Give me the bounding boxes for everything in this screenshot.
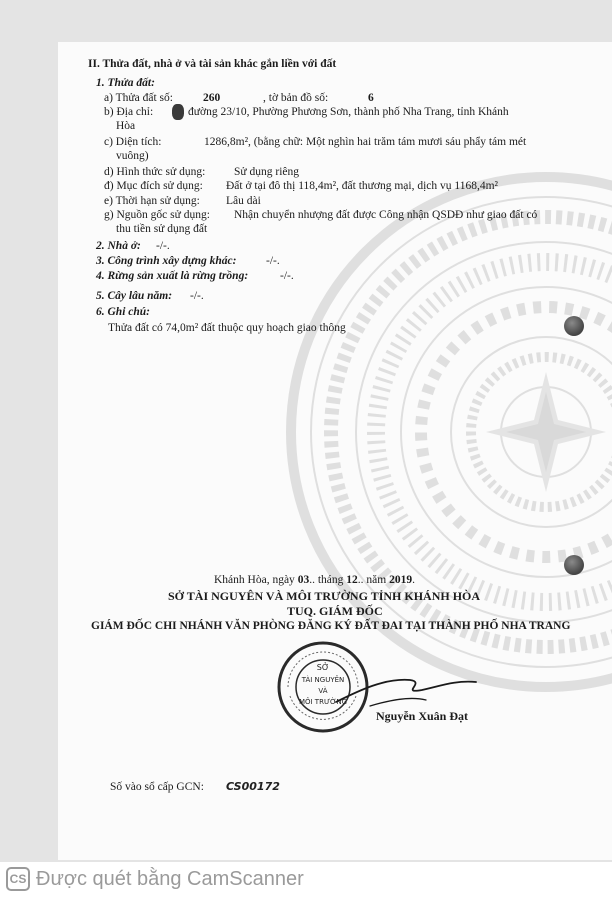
use-form-value: Sử dụng riêng xyxy=(234,166,300,178)
note-label: 6. Ghi chú: xyxy=(96,306,150,318)
camscanner-caption: Được quét bằng CamScanner xyxy=(36,868,304,890)
scanner-footer xyxy=(0,862,612,900)
forest-label: 4. Rừng sản xuất là rừng trồng: xyxy=(96,270,249,282)
punch-hole-bottom xyxy=(564,555,584,575)
registry-number: CS00172 xyxy=(226,780,280,793)
forest-value: -/-. xyxy=(280,270,294,282)
house-value: -/-. xyxy=(156,240,170,252)
construction-value: -/-. xyxy=(266,255,280,267)
address-line-1: đường 23/10, Phường Phương Sơn, thành phố Nha Trang, tỉnh Khánh xyxy=(188,106,509,118)
house-label: 2. Nhà ở: xyxy=(96,240,141,252)
note-text: Thửa đất có 74,0m² đất thuộc quy hoạch giao thông xyxy=(108,322,346,334)
address-line-2: Hòa xyxy=(116,120,136,132)
perennial-label: 5. Cây lâu năm: xyxy=(96,290,173,302)
area-line-2: vuông) xyxy=(116,150,149,162)
origin-line-2: thu tiền sử dụng đất xyxy=(116,223,208,235)
origin-label: g) Nguồn gốc sử dụng: xyxy=(104,209,210,221)
punch-hole-top xyxy=(564,316,584,336)
address-label: b) Địa chỉ: xyxy=(104,106,154,118)
map-number: 6 xyxy=(368,92,374,104)
registry-label: Số vào sổ cấp GCN: xyxy=(110,781,204,793)
use-form-label: d) Hình thức sử dụng: xyxy=(104,166,206,178)
place-date: Khánh Hòa, ngày 03.. tháng 12.. năm 2019. xyxy=(214,574,415,586)
camscanner-logo-icon: CS xyxy=(6,867,30,891)
signer-name: Nguyễn Xuân Đạt xyxy=(376,709,469,723)
svg-text:VÀ: VÀ xyxy=(318,687,328,695)
branch-title: GIÁM ĐỐC CHI NHÁNH VĂN PHÒNG ĐĂNG KÝ ĐẤT ĐAI TẠI THÀNH PHỐ NHA TRANG xyxy=(91,620,571,632)
certificate-page xyxy=(58,42,612,860)
svg-text:TÀI NGUYÊN: TÀI NGUYÊN xyxy=(301,676,345,684)
section-title: II. Thửa đất, nhà ở và tài sản khác gắn liền với đất xyxy=(88,58,337,70)
origin-line-1: Nhận chuyển nhượng đất được Công nhận QSDĐ như giao đất có xyxy=(234,209,538,221)
land-heading: 1. Thửa đất: xyxy=(96,77,155,89)
parcel-number: 260 xyxy=(203,92,221,104)
purpose-value: Đất ở tại đô thị 118,4m², đất thương mại, dịch vụ 1168,4m² xyxy=(226,180,498,192)
svg-text:SỞ: SỞ xyxy=(316,663,330,672)
place-date-prefix: Khánh Hòa, ngày xyxy=(214,574,295,586)
term-value: Lâu dài xyxy=(226,195,261,207)
svg-text:MÔI TRƯỜNG: MÔI TRƯỜNG xyxy=(298,698,348,706)
term-label: e) Thời hạn sử dụng: xyxy=(104,195,200,207)
month-label: tháng xyxy=(317,574,344,586)
construction-label: 3. Công trình xây dựng khác: xyxy=(96,255,237,267)
department-name: SỞ TÀI NGUYÊN VÀ MÔI TRƯỜNG TỈNH KHÁNH HÒA xyxy=(168,589,481,603)
parcel-label: a) Thửa đất số: xyxy=(104,92,173,104)
date-year: 2019 xyxy=(389,574,413,586)
map-label: , tờ bản đồ số: xyxy=(263,92,329,104)
date-day: 03 xyxy=(297,574,310,586)
deputy-title: TUQ. GIÁM ĐỐC xyxy=(287,604,383,618)
date-month: 12 xyxy=(346,574,358,586)
redaction-mark xyxy=(172,104,184,120)
purpose-label: đ) Mục đích sử dụng: xyxy=(104,180,203,192)
area-label: c) Diện tích: xyxy=(104,136,162,148)
perennial-value: -/-. xyxy=(190,290,204,302)
year-label: năm xyxy=(366,574,387,586)
area-line-1: 1286,8m², (bằng chữ: Một nghìn hai trăm tám mươi sáu phẩy tám mét xyxy=(204,136,527,148)
